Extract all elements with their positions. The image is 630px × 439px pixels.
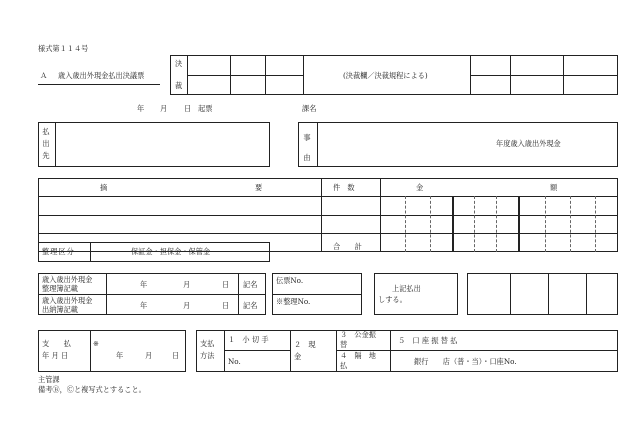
ledger-row1-label-b: 整理簿記載 [42,284,78,293]
section-name-label: 課名 [302,104,317,113]
method-opt5: ５ 口 座 振 替 払 [398,336,458,345]
ledger-row1-day: 日 [222,280,230,289]
col-summary-b: 要 [255,183,263,192]
payment-date-label-b: 年 月 日 [42,351,69,360]
draft-label: 起票 [198,104,213,113]
method-opt3-b: 替 [340,340,348,349]
method-opt1: １ 小 切 手 [228,335,269,344]
col-summary-a: 摘 [100,183,108,192]
matter-text: 年度歳入歳出外現金 [496,139,561,148]
ledger-row2-label-b: 出納簿記載 [42,305,78,314]
confirm-box [374,273,458,315]
draft-day: 日 [184,104,192,113]
approval-label-bottom: 裁 [175,81,183,90]
method-opt2-b: 金 [294,352,302,361]
classification-label: 整理区分 [42,247,75,256]
ledger-row1-seal: 記名 [243,280,258,289]
ref-no-label: ※整理No. [276,297,311,306]
col-amount-b: 額 [550,183,558,192]
method-bank: 銀行 店（普・当）・口座No. [414,357,517,366]
ledger-row1-label-a: 歳入歳出外現金 [42,275,93,284]
draft-year: 年 [137,104,145,113]
method-opt2-a: ２ 現 [294,340,316,349]
form-number: 様式第１１４号 [38,44,89,53]
payee-box [38,122,270,167]
method-opt4-b: 払 [340,361,348,370]
payment-month: 月 [145,351,153,360]
method-label-a: 支払 [200,339,215,348]
ledger-row2-label-a: 歳入歳出外現金 [42,296,93,305]
ledger-row1-year: 年 [140,280,148,289]
classification-value: 保証金・担保金・保管金 [131,247,211,256]
title-prefix: Ａ [40,71,48,80]
form-title: 歳入歳出外現金払出決議票 [58,71,145,80]
footer-dept: 主管課 [38,375,60,384]
col-amount-a: 金 [416,183,424,192]
method-label-b: 方法 [200,351,215,360]
ledger-row2-day: 日 [222,301,230,310]
total-label: 合 計 [333,242,362,251]
method-opt3-a: ３ 公金振 [340,330,376,339]
slip-no-label: 伝票No. [276,276,304,285]
confirm-line1: 上記払出 [392,284,421,293]
ledger-row2-year: 年 [140,301,148,310]
method-opt4-a: ４ 隔 地 [340,351,376,360]
payment-year: 年 [116,351,124,360]
payment-date-label-a: 支 払 [42,339,71,348]
ledger-row2-seal: 記名 [243,301,258,310]
matter-label: 事由 [303,133,311,162]
col-count: 件 数 [333,183,355,192]
payee-label: 払出先 [42,127,50,160]
method-opt1-no: No. [228,357,241,366]
ledger-row1-month: 月 [183,280,191,289]
approval-note: (決裁欄／決裁規程による) [343,71,428,80]
payment-day: 日 [172,351,180,360]
matter-box [298,122,618,167]
seal-boxes [467,273,618,315]
confirm-line2: しする。 [378,295,407,304]
payment-date-mark: ※ [93,339,100,348]
draft-month: 月 [160,104,168,113]
footer-note: 備考Ⓑ，Ⓒと複写式とすること。 [38,385,146,394]
approval-label-top: 決 [175,59,183,68]
ledger-row2-month: 月 [183,301,191,310]
title-underline [38,84,160,85]
